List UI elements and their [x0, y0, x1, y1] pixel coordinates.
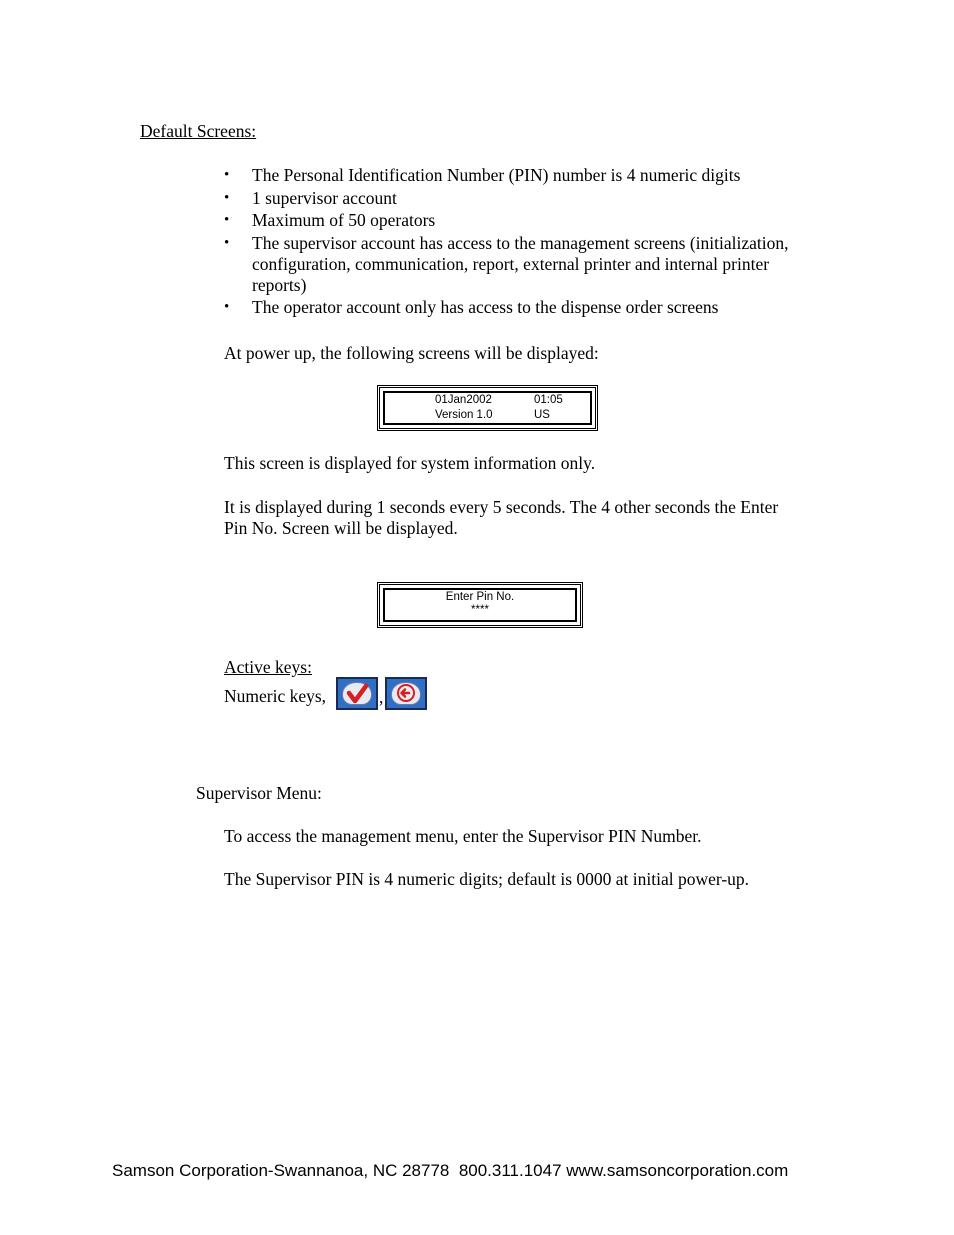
screen1-timing: It is displayed during 1 seconds every 5 seconds. The 4 other seconds the Enter Pin No. Screen will be displayed. — [224, 497, 779, 538]
key-separator: , — [379, 687, 384, 707]
page-footer: Samson Corporation-Swannanoa, NC 28778 800.311.1047 www.samsoncorporation.com — [112, 1161, 789, 1180]
section-title-supervisor-menu: Supervisor Menu: — [196, 783, 322, 803]
back-arrow-key-icon — [385, 677, 427, 710]
lcd-enter-pin-screen — [377, 582, 583, 628]
bullet-item: • 1 supervisor account — [224, 188, 814, 209]
lcd-version: Version 1.0 — [435, 409, 493, 421]
checkmark-key-icon — [336, 677, 378, 710]
screen1-note: This screen is displayed for system information only. — [224, 453, 596, 473]
bullet-item: • The Personal Identification Number (PIN) number is 4 numeric digits — [224, 165, 814, 186]
active-keys-label: Active keys: — [224, 657, 312, 677]
lcd-date: 01Jan2002 — [435, 394, 492, 406]
supervisor-access-text: To access the management menu, enter the Supervisor PIN Number. — [224, 826, 702, 846]
lcd-locale: US — [534, 409, 550, 421]
bullet-item: • The supervisor account has access to the management screens (initialization, configuration, communication, report, external printer and internal printer reports) — [224, 233, 814, 296]
feature-bullet-list — [224, 165, 814, 320]
section-title-default-screens: Default Screens: — [140, 121, 257, 141]
supervisor-pin-text: The Supervisor PIN is 4 numeric digits; default is 0000 at initial power-up. — [224, 869, 750, 889]
power-up-text: At power up, the following screens will be displayed: — [224, 343, 599, 363]
active-keys-text: Numeric keys, — [224, 686, 327, 706]
lcd-pin-mask: **** — [471, 604, 489, 616]
bullet-item: • The operator account only has access to the dispense order screens — [224, 297, 814, 318]
lcd-system-info-screen — [377, 385, 598, 431]
lcd-time: 01:05 — [534, 394, 563, 406]
lcd-enter-pin-label: Enter Pin No. — [445, 591, 515, 603]
bullet-item: • Maximum of 50 operators — [224, 210, 814, 231]
